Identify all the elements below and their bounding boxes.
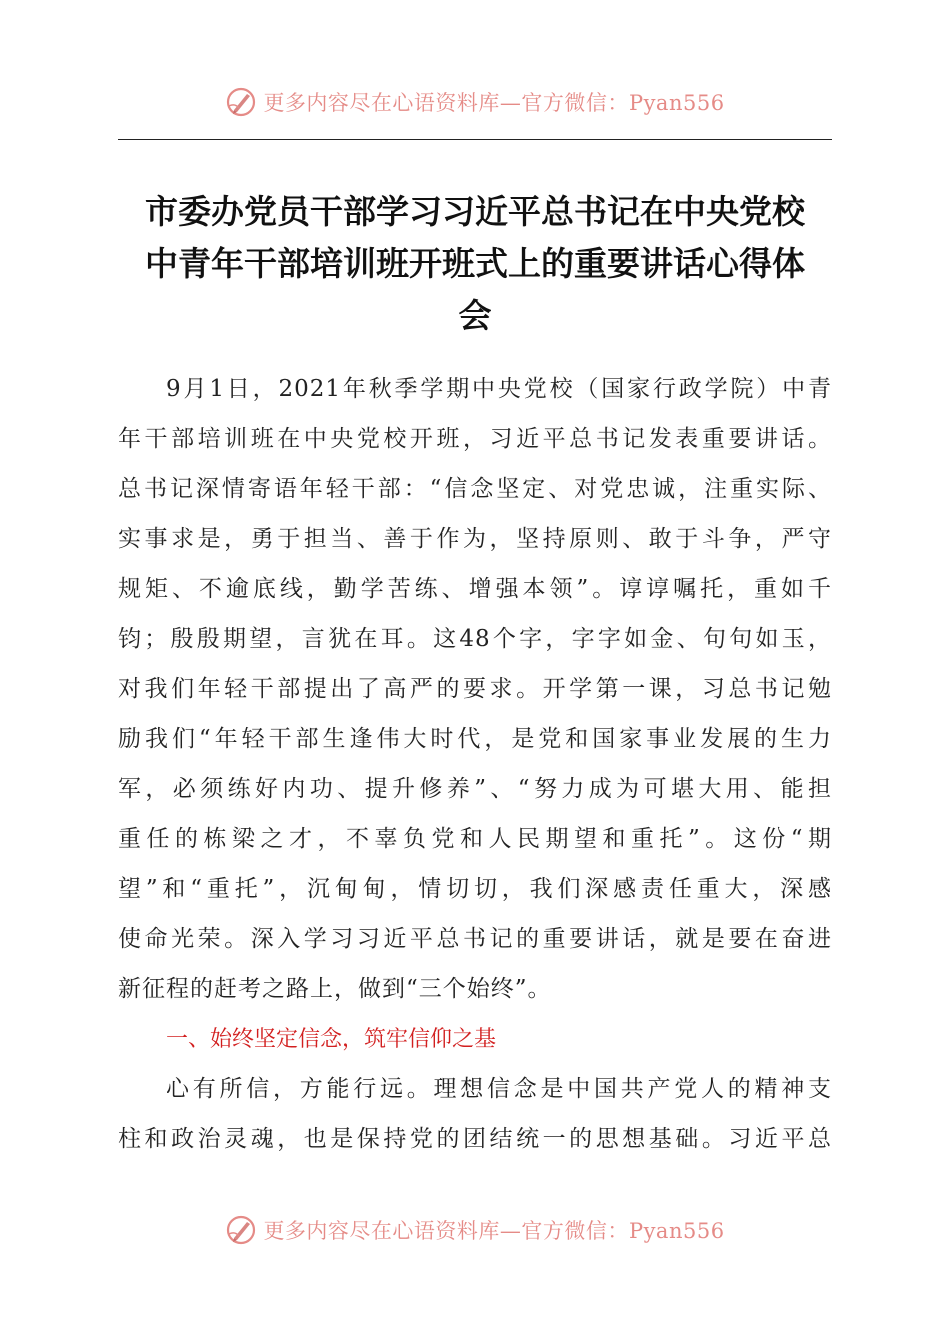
paragraph-line: 钧；殷殷期望，言犹在耳。这48个字，字字如金、句句如玉，	[118, 626, 832, 652]
document-title	[100, 186, 850, 342]
paragraph-line: 望”和“重托”，沉甸甸，情切切，我们深感责任重大，深感	[118, 876, 832, 902]
pen-circle-icon	[225, 86, 257, 118]
paragraph-line: 军，必须练好内功、提升修养”、“努力成为可堪大用、能担	[118, 776, 832, 802]
section-heading: 一、始终坚定信念，筑牢信仰之基	[166, 1027, 497, 1052]
paragraph-line: 柱和政治灵魂，也是保持党的团结统一的思想基础。习近平总	[118, 1126, 832, 1152]
title-line: 市委办党员干部学习习近平总书记在中央党校	[145, 192, 805, 231]
paragraph-line: 年干部培训班在中央党校开班，习近平总书记发表重要讲话。	[118, 426, 832, 452]
footer-watermark-banner	[0, 1208, 950, 1252]
paragraph-line: 新征程的赶考之路上，做到“三个始终”。	[118, 976, 552, 1002]
paragraph-line: 规矩、不逾底线，勤学苦练、增强本领”。谆谆嘱托，重如千	[118, 576, 832, 602]
paragraph-line: 实事求是，勇于担当、善于作为，坚持原则、敢于斗争，严守	[118, 526, 832, 552]
pen-circle-icon	[225, 1214, 257, 1246]
header-divider	[118, 139, 832, 140]
paragraph-line: 使命光荣。深入学习习近平总书记的重要讲话，就是要在奋进	[118, 926, 832, 952]
watermark-text: 更多内容尽在心语资料库—官方微信：Pyan556	[263, 1219, 725, 1243]
paragraph-line: 9月1日，2021年秋季学期中央党校（国家行政学院）中青	[166, 376, 832, 402]
title-line: 会	[458, 296, 492, 335]
paragraph-line: 对我们年轻干部提出了高严的要求。开学第一课，习总书记勉	[118, 676, 832, 702]
paragraph-line: 重任的栋梁之才，不辜负党和人民期望和重托”。这份“期	[118, 826, 832, 852]
document-body	[118, 364, 832, 1164]
paragraph-line: 励我们“年轻干部生逢伟大时代，是党和国家事业发展的生力	[118, 726, 832, 752]
watermark-text: 更多内容尽在心语资料库—官方微信：Pyan556	[263, 91, 725, 115]
header-watermark-banner	[0, 80, 950, 124]
paragraph-line: 总书记深情寄语年轻干部：“信念坚定、对党忠诚，注重实际、	[118, 476, 832, 502]
paragraph-line: 心有所信，方能行远。理想信念是中国共产党人的精神支	[166, 1076, 832, 1102]
title-line: 中青年干部培训班开班式上的重要讲话心得体	[145, 244, 805, 283]
